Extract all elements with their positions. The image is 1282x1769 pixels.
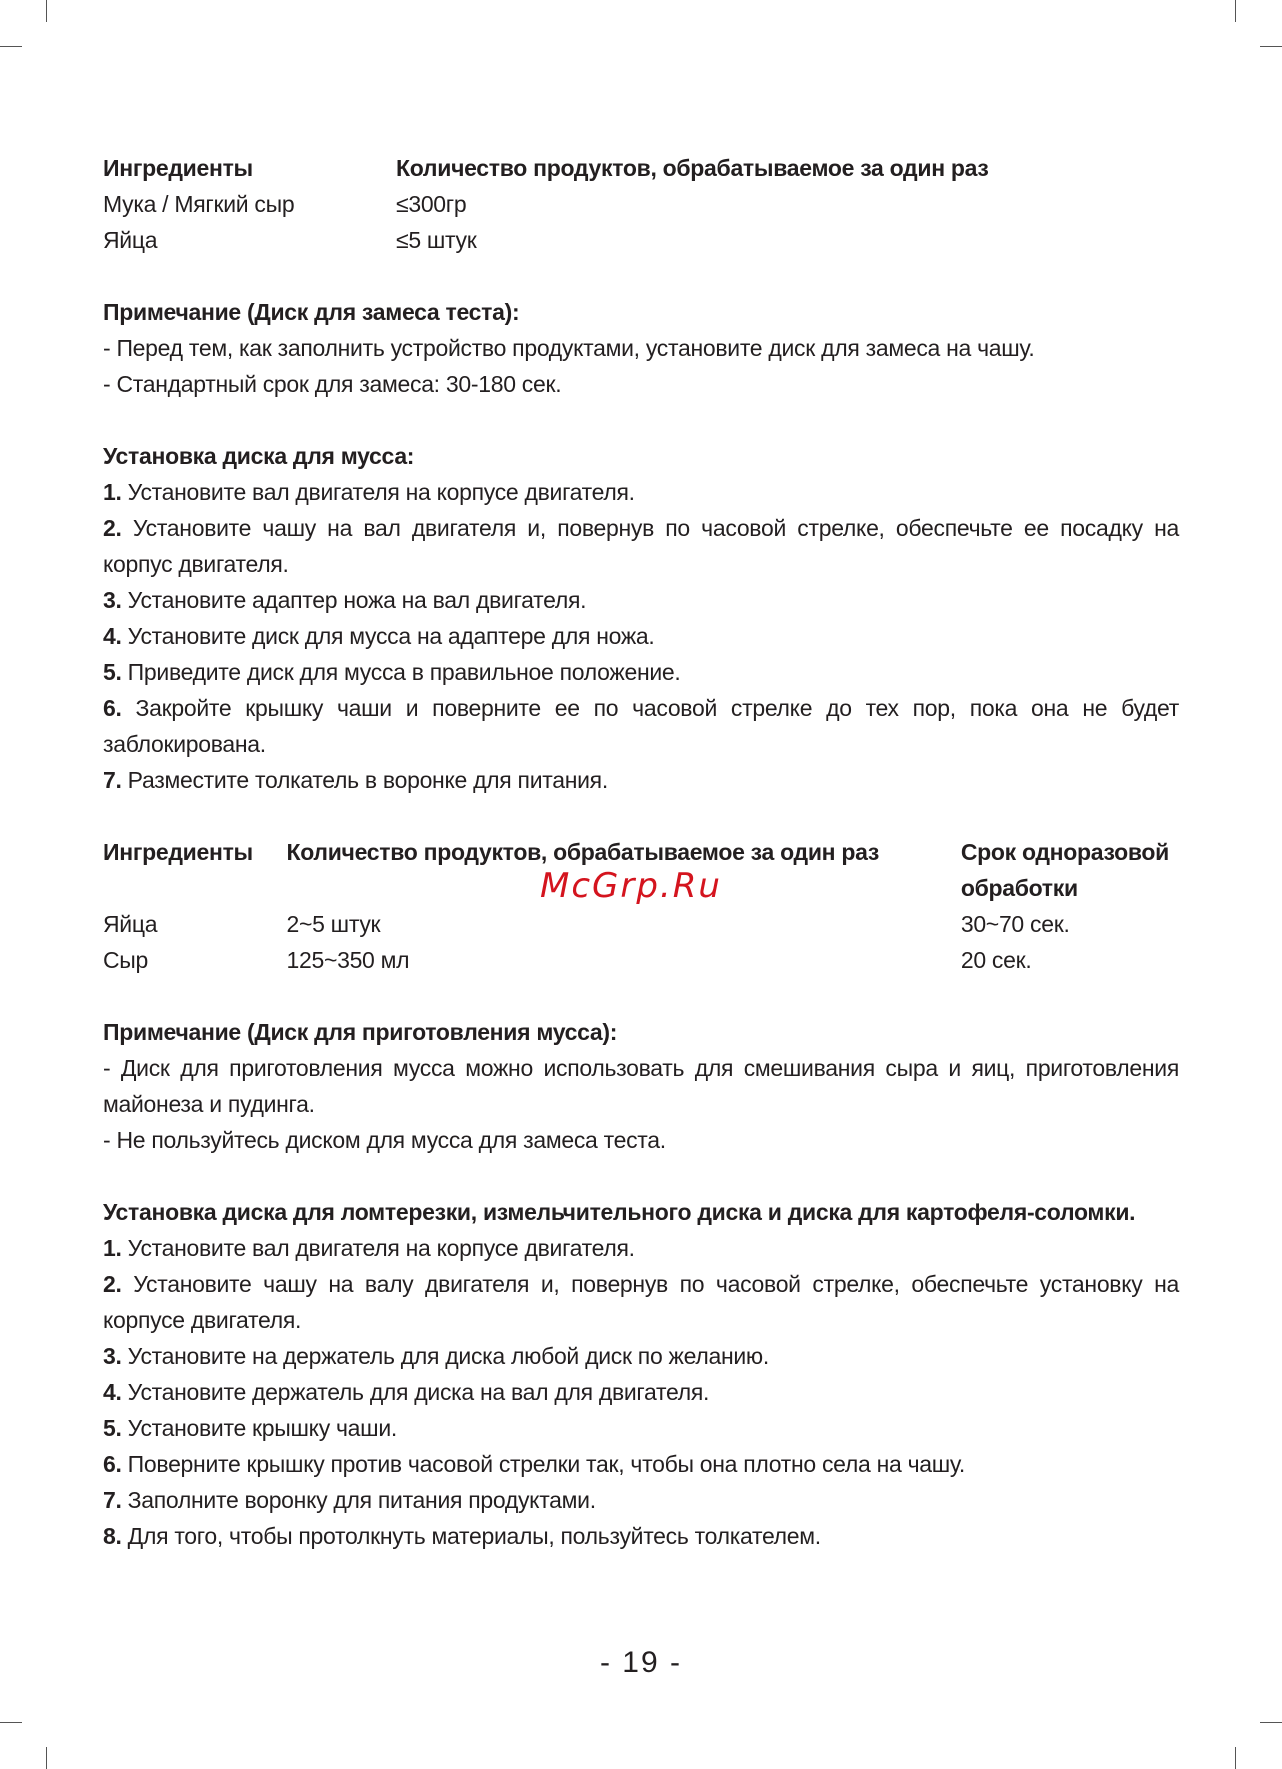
step-number: 7. bbox=[103, 767, 122, 793]
step-text: Поверните крышку против часовой стрелки так, чтобы она плотно села на чашу. bbox=[121, 1451, 965, 1477]
watermark-logo: McGrp.Ru bbox=[540, 866, 722, 906]
step-number: 3. bbox=[103, 587, 122, 613]
list-item bbox=[103, 654, 1179, 690]
list-item bbox=[103, 1446, 1179, 1482]
page-content bbox=[103, 150, 1179, 1554]
note-line: - Стандартный срок для замеса: 30-180 сек. bbox=[103, 371, 562, 397]
list-item bbox=[103, 618, 1179, 654]
list-item bbox=[103, 1518, 1179, 1554]
section-title: Установка диска для ломтерезки, измельчительного диска и диска для картофеля-соломки. bbox=[103, 1199, 1136, 1225]
step-text: Установите диск для мусса на адаптере для ножа. bbox=[121, 623, 655, 649]
step-number: 2. bbox=[103, 1271, 122, 1297]
note-line: - Диск для приготовления мусса можно использовать для смешивания сыра и яиц, приготовления майонеза и пудинга. bbox=[103, 1055, 1179, 1117]
table-row bbox=[103, 942, 1179, 978]
table-cell: 30~70 сек. bbox=[960, 911, 1070, 937]
note-title: Примечание (Диск для приготовления мусса): bbox=[103, 1019, 618, 1045]
list-item bbox=[103, 1338, 1179, 1374]
step-text: Установите крышку чаши. bbox=[121, 1415, 397, 1441]
header-time: Срок одноразовой обработки bbox=[960, 839, 1169, 901]
crop-mark bbox=[46, 0, 47, 22]
slicer-section bbox=[103, 1194, 1179, 1554]
step-number: 4. bbox=[103, 1379, 122, 1405]
header-quantity: Количество продуктов, обрабатываемое за один раз bbox=[286, 839, 879, 865]
step-number: 4. bbox=[103, 623, 122, 649]
header-quantity: Количество продуктов, обрабатываемое за один раз bbox=[396, 155, 989, 181]
step-number: 5. bbox=[103, 1415, 122, 1441]
dough-table bbox=[103, 150, 1179, 258]
crop-mark bbox=[1260, 46, 1282, 47]
step-number: 8. bbox=[103, 1523, 122, 1549]
step-text: Установите адаптер ножа на вал двигателя. bbox=[121, 587, 587, 613]
step-text: Приведите диск для мусса в правильное положение. bbox=[121, 659, 681, 685]
table-cell: ≤300гр bbox=[396, 191, 467, 217]
step-number: 1. bbox=[103, 479, 122, 505]
page-number: - 19 - bbox=[599, 1646, 683, 1679]
crop-mark bbox=[0, 46, 22, 47]
list-item bbox=[103, 1410, 1179, 1446]
step-number: 6. bbox=[103, 695, 122, 721]
note-line: - Не пользуйтесь диском для мусса для замеса теста. bbox=[103, 1127, 666, 1153]
table-row bbox=[103, 222, 1179, 258]
table-cell: Сыр bbox=[103, 947, 149, 973]
mousse-section bbox=[103, 438, 1179, 798]
list-item bbox=[103, 474, 1179, 510]
table-cell: 125~350 мл bbox=[286, 947, 410, 973]
step-number: 7. bbox=[103, 1487, 122, 1513]
table-cell: 20 сек. bbox=[960, 947, 1032, 973]
crop-mark bbox=[1235, 1747, 1236, 1769]
list-item bbox=[103, 582, 1179, 618]
list-item bbox=[103, 762, 1179, 798]
step-number: 1. bbox=[103, 1235, 122, 1261]
step-text: Установите чашу на валу двигателя и, повернув по часовой стрелке, обеспечьте установку на корпусе двигателя. bbox=[103, 1271, 1179, 1333]
note-dough bbox=[103, 294, 1179, 402]
list-item bbox=[103, 690, 1179, 762]
list-item bbox=[103, 1374, 1179, 1410]
list-item bbox=[103, 1266, 1179, 1338]
mousse-table bbox=[103, 834, 1179, 978]
list-item bbox=[103, 1482, 1179, 1518]
step-number: 5. bbox=[103, 659, 122, 685]
step-text: Установите чашу на вал двигателя и, повернув по часовой стрелке, обеспечьте ее посадку на корпус двигателя. bbox=[103, 515, 1179, 577]
step-number: 6. bbox=[103, 1451, 122, 1477]
step-text: Установите вал двигателя на корпусе двигателя. bbox=[121, 1235, 635, 1261]
list-item bbox=[103, 1230, 1179, 1266]
table-cell: Яйца bbox=[103, 911, 158, 937]
section-title: Установка диска для мусса: bbox=[103, 443, 415, 469]
step-text: Закройте крышку чаши и поверните ее по часовой стрелке до тех пор, пока она не будет заблокирована. bbox=[103, 695, 1179, 757]
table-row bbox=[103, 186, 1179, 222]
table-cell: Яйца bbox=[103, 227, 158, 253]
step-number: 3. bbox=[103, 1343, 122, 1369]
step-text: Установите вал двигателя на корпусе двигателя. bbox=[121, 479, 635, 505]
crop-mark bbox=[0, 1722, 22, 1723]
crop-mark bbox=[1235, 0, 1236, 22]
step-text: Заполните воронку для питания продуктами. bbox=[121, 1487, 596, 1513]
step-number: 2. bbox=[103, 515, 122, 541]
table-cell: ≤5 штук bbox=[396, 227, 477, 253]
header-ingredients: Ингредиенты bbox=[103, 155, 253, 181]
step-text: Установите на держатель для диска любой диск по желанию. bbox=[121, 1343, 769, 1369]
header-ingredients: Ингредиенты bbox=[103, 839, 253, 865]
crop-mark bbox=[1260, 1722, 1282, 1723]
step-text: Для того, чтобы протолкнуть материалы, пользуйтесь толкателем. bbox=[121, 1523, 821, 1549]
table-cell: Мука / Мягкий сыр bbox=[103, 191, 295, 217]
list-item bbox=[103, 510, 1179, 582]
crop-mark bbox=[46, 1747, 47, 1769]
table-header bbox=[103, 150, 1179, 186]
step-text: Установите держатель для диска на вал для двигателя. bbox=[121, 1379, 710, 1405]
table-cell: 2~5 штук bbox=[286, 911, 381, 937]
note-mousse bbox=[103, 1014, 1179, 1158]
note-line: - Перед тем, как заполнить устройство продуктами, установите диск для замеса на чашу. bbox=[103, 335, 1035, 361]
note-title: Примечание (Диск для замеса теста): bbox=[103, 299, 520, 325]
table-row bbox=[103, 906, 1179, 942]
step-text: Разместите толкатель в воронке для питания. bbox=[121, 767, 608, 793]
